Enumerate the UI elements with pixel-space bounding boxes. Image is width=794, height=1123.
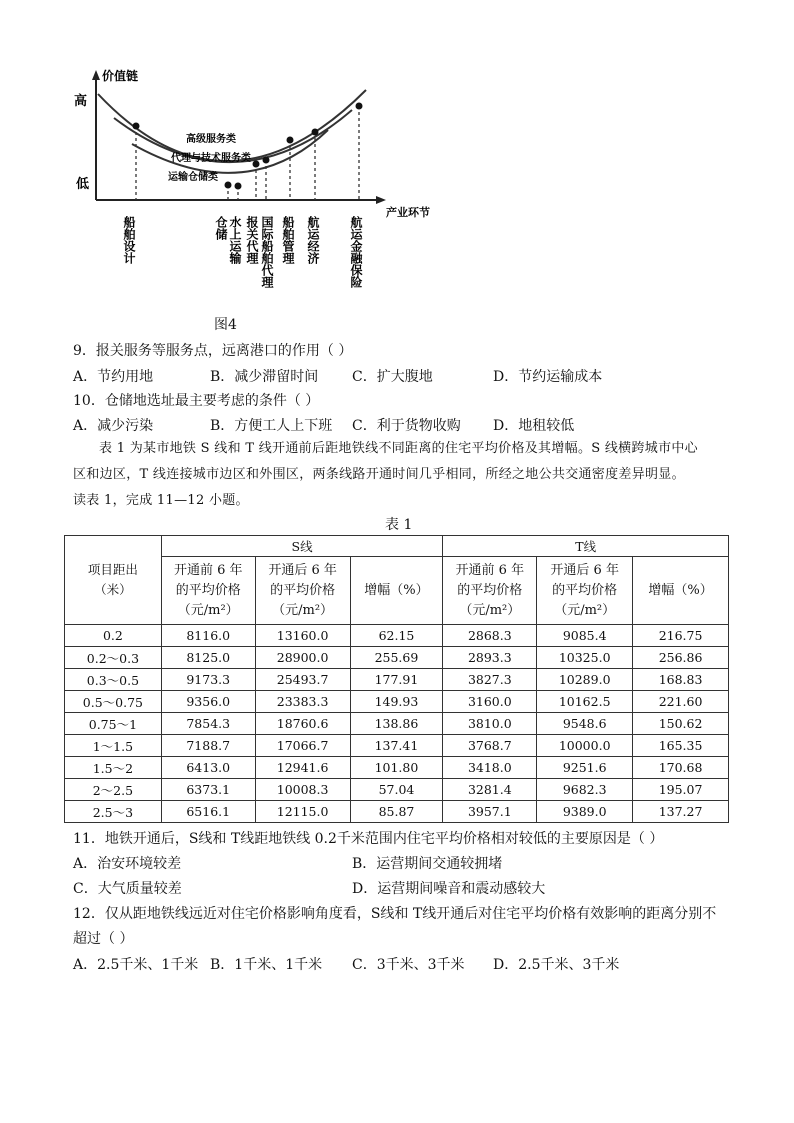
stage-label: 仓储: [214, 216, 228, 240]
q10-option-a[interactable]: A．减少污染: [73, 418, 154, 434]
table-intro: [73, 436, 733, 514]
value-cell: 150.62: [633, 713, 729, 735]
q9-option-c[interactable]: C．扩大腹地: [352, 369, 433, 385]
x-axis-label: 产业环节: [386, 206, 430, 219]
value-cell: 18760.6: [255, 713, 350, 735]
value-cell: 8125.0: [161, 647, 255, 669]
q9-option-b[interactable]: B．减少滞留时间: [210, 369, 319, 385]
q9-option-d[interactable]: D．节约运输成本: [493, 369, 603, 385]
table-row: [65, 757, 729, 779]
table-caption: 表 1: [385, 517, 413, 533]
q9-option-a[interactable]: A．节约用地: [73, 369, 154, 385]
value-cell: 3827.3: [443, 669, 537, 691]
value-cell: 9173.3: [161, 669, 255, 691]
value-cell: 137.27: [633, 801, 729, 823]
figure-caption: 图4: [214, 317, 237, 333]
value-cell: 256.86: [633, 647, 729, 669]
value-cell: 6516.1: [161, 801, 255, 823]
value-cell: 9682.3: [537, 779, 633, 801]
value-cell: 6413.0: [161, 757, 255, 779]
y-axis-arrow: [92, 70, 100, 80]
stage-label: 船舶设计: [122, 216, 136, 264]
value-cell: 12115.0: [255, 801, 350, 823]
curve-label-agency: 代理与技术服务类: [171, 153, 251, 164]
value-cell: 25493.7: [255, 669, 350, 691]
q11-option-c[interactable]: C．大气质量较差: [73, 881, 182, 897]
value-chain-diagram: [66, 60, 456, 310]
value-cell: 23383.3: [255, 691, 350, 713]
corner-header: 项目距出 （米）: [65, 536, 162, 625]
header-growth: 增幅（%）: [350, 557, 443, 625]
distance-cell: 0.75～1: [65, 713, 162, 735]
value-cell: 6373.1: [161, 779, 255, 801]
y-high-label: 高: [74, 94, 88, 109]
value-cell: 149.93: [350, 691, 443, 713]
value-cell: 138.86: [350, 713, 443, 735]
x-axis-arrow: [376, 196, 386, 204]
question-12-stem-line-1: 12．仅从距地铁线远近对住宅价格影响角度看，S线和 T线开通后对住宅平均价格有效影响的距离分别不: [73, 906, 717, 922]
value-cell: 2868.3: [443, 625, 537, 647]
value-cell: 195.07: [633, 779, 729, 801]
q10-option-d[interactable]: D．地租较低: [493, 418, 575, 434]
value-cell: 216.75: [633, 625, 729, 647]
value-cell: 177.91: [350, 669, 443, 691]
table-row: [65, 779, 729, 801]
distance-cell: 2.5～3: [65, 801, 162, 823]
stage-label: 水上运输: [228, 216, 242, 264]
value-cell: 9389.0: [537, 801, 633, 823]
y-low-label: 低: [76, 177, 90, 192]
value-cell: 221.60: [633, 691, 729, 713]
distance-cell: 0.2: [65, 625, 162, 647]
value-cell: 13160.0: [255, 625, 350, 647]
header-before: 开通前 6 年 的平均价格 （元/m²）: [443, 557, 537, 625]
q10-option-c[interactable]: C．利于货物收购: [352, 418, 461, 434]
value-cell: 3160.0: [443, 691, 537, 713]
value-cell: 165.35: [633, 735, 729, 757]
value-cell: 10162.5: [537, 691, 633, 713]
value-cell: 9085.4: [537, 625, 633, 647]
value-cell: 8116.0: [161, 625, 255, 647]
question-9-stem: 9．报关服务等服务点，远离港口的作用（ ）: [73, 343, 353, 359]
stage-label: 航运金融保险: [349, 216, 363, 288]
value-cell: 3768.7: [443, 735, 537, 757]
value-cell: 9548.6: [537, 713, 633, 735]
value-cell: 3810.0: [443, 713, 537, 735]
value-cell: 28900.0: [255, 647, 350, 669]
value-cell: 3957.1: [443, 801, 537, 823]
value-cell: 168.83: [633, 669, 729, 691]
value-cell: 170.68: [633, 757, 729, 779]
value-cell: 17066.7: [255, 735, 350, 757]
table-body: [65, 625, 729, 823]
curve-label-high: 高级服务类: [186, 134, 236, 145]
value-cell: 3418.0: [443, 757, 537, 779]
stage-label: 船舶管理: [281, 216, 295, 264]
stage-label: 航运经济: [306, 216, 320, 264]
value-cell: 10325.0: [537, 647, 633, 669]
group-header-s: S线: [161, 536, 443, 557]
question-12-stem-line-2: 超过（ ）: [73, 931, 134, 947]
q10-option-b[interactable]: B．方便工人上下班: [210, 418, 333, 434]
intro-line-3: 读表 1，完成 11—12 小题。: [73, 493, 249, 508]
distance-cell: 0.2～0.3: [65, 647, 162, 669]
value-chain-figure: [66, 60, 456, 310]
curve-label-transport: 运输仓储类: [168, 172, 218, 183]
stage-label: 国际船舶代理: [260, 216, 274, 288]
q11-option-b[interactable]: B．运营期间交通较拥堵: [352, 856, 503, 872]
table-row: [65, 647, 729, 669]
value-cell: 85.87: [350, 801, 443, 823]
value-cell: 10000.0: [537, 735, 633, 757]
question-11-stem: 11．地铁开通后，S线和 T线距地铁线 0.2千米范围内住宅平均价格相对较低的主要原因是（ ）: [73, 831, 664, 847]
value-cell: 57.04: [350, 779, 443, 801]
q12-option-a[interactable]: A．2.5千米、1千米: [73, 957, 199, 973]
distance-cell: 2～2.5: [65, 779, 162, 801]
value-cell: 62.15: [350, 625, 443, 647]
value-cell: 3281.4: [443, 779, 537, 801]
value-cell: 9356.0: [161, 691, 255, 713]
q12-option-b[interactable]: B．1千米、1千米: [210, 957, 323, 973]
price-table: [64, 535, 729, 823]
distance-cell: 1.5～2: [65, 757, 162, 779]
value-cell: 137.41: [350, 735, 443, 757]
intro-line-2: 区和边区，T 线连接城市边区和外围区，两条线路开通时间几乎相同，所经之地公共交通密度差异明显。: [73, 467, 685, 482]
q12-option-d[interactable]: D．2.5千米、3千米: [493, 957, 620, 973]
value-cell: 255.69: [350, 647, 443, 669]
table-row: [65, 713, 729, 735]
header-after: 开通后 6 年 的平均价格 （元/m²）: [255, 557, 350, 625]
value-cell: 2893.3: [443, 647, 537, 669]
table-row: [65, 625, 729, 647]
value-cell: 7854.3: [161, 713, 255, 735]
y-axis-label: 价值链: [102, 69, 139, 83]
value-cell: 10008.3: [255, 779, 350, 801]
table-row: [65, 691, 729, 713]
stage-label: 报关代理: [245, 216, 259, 264]
header-growth: 增幅（%）: [633, 557, 729, 625]
q11-option-a[interactable]: A．治安环境较差: [73, 856, 182, 872]
header-after: 开通后 6 年 的平均价格 （元/m²）: [537, 557, 633, 625]
distance-cell: 1～1.5: [65, 735, 162, 757]
group-header-t: T线: [443, 536, 729, 557]
table-row: [65, 669, 729, 691]
value-cell: 101.80: [350, 757, 443, 779]
distance-cell: 0.5～0.75: [65, 691, 162, 713]
distance-cell: 0.3～0.5: [65, 669, 162, 691]
stage-labels: [122, 215, 363, 289]
question-10-stem: 10．仓储地选址最主要考虑的条件（ ）: [73, 393, 320, 409]
value-cell: 9251.6: [537, 757, 633, 779]
table-row: [65, 801, 729, 823]
table-row: [65, 735, 729, 757]
intro-line-1: 表 1 为某市地铁 S 线和 T 线开通前后距地铁线不同距离的住宅平均价格及其增幅。S 线横跨城市中心: [99, 441, 698, 456]
value-cell: 10289.0: [537, 669, 633, 691]
q11-option-d[interactable]: D．运营期间噪音和震动感较大: [352, 881, 546, 897]
q12-option-c[interactable]: C．3千米、3千米: [352, 957, 465, 973]
value-cell: 12941.6: [255, 757, 350, 779]
value-cell: 7188.7: [161, 735, 255, 757]
header-before: 开通前 6 年 的平均价格 （元/m²）: [161, 557, 255, 625]
